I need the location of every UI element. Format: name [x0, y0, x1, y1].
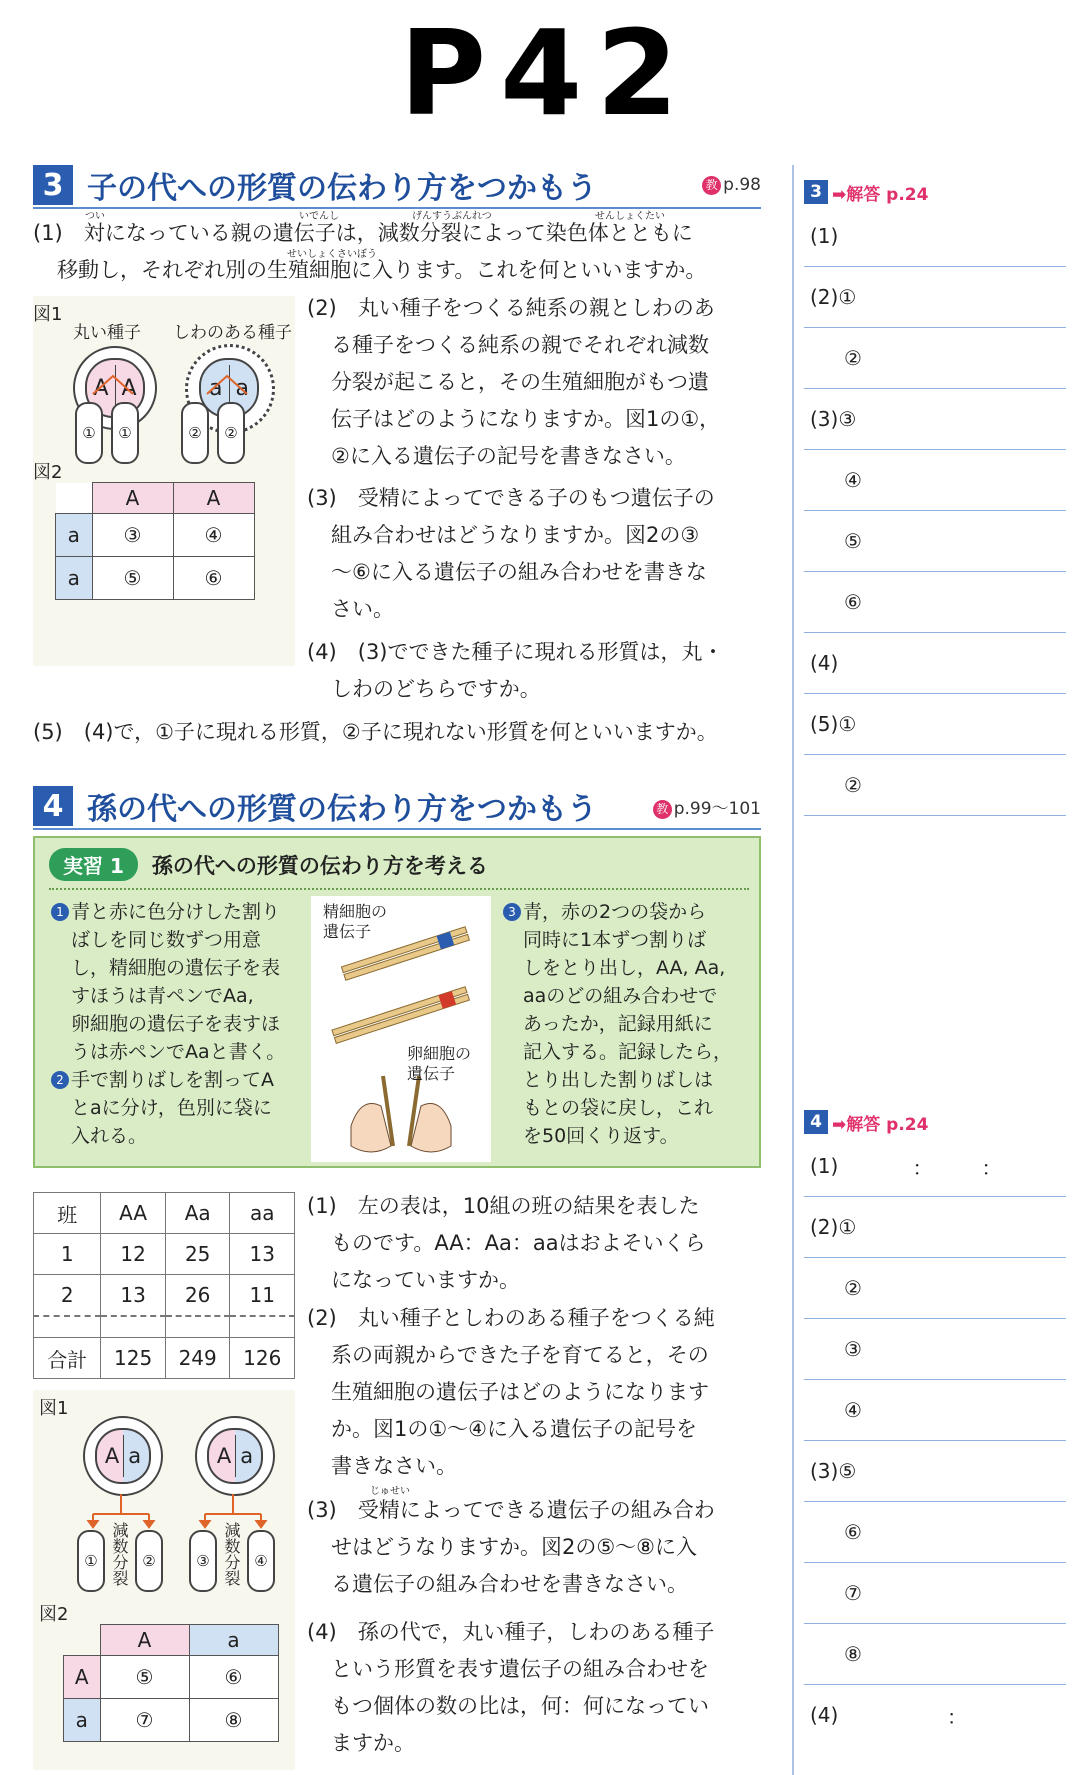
table-gap-row	[34, 1316, 295, 1338]
s3-figure-box	[33, 296, 295, 666]
textbook-ref: 教 p.98	[702, 175, 761, 195]
results-table	[33, 1192, 295, 1379]
q1-line-2: 移動し，それぞれ別の生殖細胞に入ります。これを何といいますか。	[57, 258, 707, 282]
punnett-cell: ⑥	[173, 557, 254, 600]
answer-field-5-2[interactable]: ②	[804, 755, 1066, 816]
row-header: a	[56, 514, 93, 557]
s4-question-3: (3) 受精によってできる遺伝子の組み合わ せはどうなりますか。図2の⑤〜⑧に入 る遺伝子の組み合わせを書きなさい。	[307, 1498, 715, 1596]
fig2-label: 図2	[39, 1604, 69, 1625]
row-header: A	[64, 1656, 101, 1699]
fig1-label: 図1	[39, 1398, 69, 1419]
answer-field-2-1[interactable]: (2)①	[804, 267, 1066, 328]
answer-field-2-4[interactable]: ④	[804, 1380, 1066, 1441]
step-1: 1 青と赤に色分けした割り ばしを同じ数ずつ用意 し，精細胞の遺伝子を表 すほうは青ペンでAa, 卵細胞の遺伝子を表すほ うは赤ペンでAaと書く。 2 手で割りばしを割ってA とaに分け，色別に袋に 入れる。	[51, 898, 305, 1150]
answer-field-2-3[interactable]: ③	[804, 1319, 1066, 1380]
section-number: 3	[33, 165, 73, 205]
ruby-tsui: つい	[85, 211, 105, 222]
s4-question-1: (1) 左の表は，10組の班の結果を表した ものです。AA：Aa：aaはおよそいくら になっていますか。	[307, 1194, 706, 1292]
answer-field-1[interactable]: (1) ： ：	[804, 1136, 1066, 1197]
sperm-gene-label: 精細胞の 遺伝子	[323, 902, 388, 941]
ruby-jusei: じゅせい	[370, 1486, 410, 1497]
gamete-2a: ②	[181, 402, 209, 464]
experiment-box	[33, 836, 761, 1168]
chopsticks-drawing	[311, 896, 491, 1162]
section-number: 4	[33, 786, 73, 826]
answer-column-divider	[792, 165, 794, 1775]
answer-field-2-2[interactable]: ②	[804, 1258, 1066, 1319]
answer-field-1[interactable]: (1)	[804, 206, 1066, 267]
section-4-header	[33, 784, 761, 830]
answer-field-2-2[interactable]: ②	[804, 328, 1066, 389]
table-row: 2 13 26 11	[34, 1275, 295, 1317]
gamete-3: ③	[189, 1530, 217, 1592]
ruby-senshokutai: せんしょくたい	[595, 211, 665, 222]
s3-question-3: (3) 受精によってできる子のもつ遺伝子の 組み合わせはどうなりますか。図2の③ 〜⑥に入る遺伝子の組み合わせを書きな さい。	[307, 486, 715, 621]
experiment-header	[49, 848, 488, 881]
gamete-1b: ①	[111, 402, 139, 464]
punnett-cell: ⑤	[100, 1656, 189, 1699]
s4-question-2: (2) 丸い種子としわのある種子をつくる純 系の両親からできた子を育てると，その 生殖細胞の遺伝子はどのようになります か。図1の①〜④に入る遺伝子の記号を 書きなさい。	[307, 1306, 715, 1478]
punnett-cell: ⑤	[92, 557, 173, 600]
step-1-bullet: 1	[51, 903, 69, 921]
chromosome-pair-AA: A A	[85, 358, 145, 418]
table-row: 1 12 25 13	[34, 1234, 295, 1275]
chromosome-pair-aa: a a	[199, 358, 259, 418]
col-header: A	[173, 483, 254, 514]
answer-field-4[interactable]: (4) ：	[810, 1703, 967, 1729]
answer-field-3-6[interactable]: ⑥	[804, 1502, 1066, 1563]
gamete-1: ①	[77, 1530, 105, 1592]
answer-field-5-1[interactable]: (5)①	[804, 694, 1066, 755]
ruby-seishokusaibou: せいしょくさいぼう	[287, 249, 377, 260]
punnett-cell: ⑥	[189, 1656, 278, 1699]
punnett-cell: ⑧	[189, 1699, 278, 1742]
answer-field-3-4[interactable]: ④	[804, 450, 1066, 511]
s3-question-5: (5) (4)で，①子に現れる形質，②子に現れない形質を何といいますか。	[33, 720, 718, 744]
chopsticks-illustration	[311, 896, 491, 1162]
s3-question-1	[33, 215, 773, 289]
gamete-2: ②	[135, 1530, 163, 1592]
egg-gene-label: 卵細胞の 遺伝子	[407, 1044, 472, 1083]
answer-field-3-8[interactable]: ⑧	[804, 1624, 1066, 1685]
gamete-1a: ①	[75, 402, 103, 464]
step-2-bullet: 2	[51, 1071, 69, 1089]
section-title: 子の代への形質の伝わり方をつかもう	[87, 171, 597, 206]
col-header: A	[92, 483, 173, 514]
answer-field-3-5[interactable]: (3)⑤	[804, 1441, 1066, 1502]
experiment-badge: 実習 1	[49, 848, 138, 881]
page-title: P42	[399, 4, 693, 142]
col-header: A	[100, 1625, 189, 1656]
s3-question-2: (2) 丸い種子をつくる純系の親としわのあ る種子をつくる純系の親でそれぞれ減数 分裂が起こると，その生殖細胞がもつ遺 伝子はどのようになりますか。図1の①， ②に入る遺伝子の記号を書きなさい。	[307, 296, 721, 468]
table-header-row: 班 AA Aa aa	[34, 1193, 295, 1234]
row-header: a	[56, 557, 93, 600]
divider	[49, 888, 749, 890]
section-title: 孫の代への形質の伝わり方をつかもう	[87, 792, 597, 827]
s3-question-4: (4) (3)でできた種子に現れる形質は，丸・ しわのどちらですか。	[307, 640, 724, 701]
punnett-cell: ⑦	[100, 1699, 189, 1742]
gamete-4: ④	[247, 1530, 275, 1592]
fig1-label: 図1	[33, 304, 63, 325]
gamete-2b: ②	[217, 402, 245, 464]
textbook-icon: 教	[702, 176, 721, 195]
meiosis-label-1: 減数分裂	[110, 1522, 129, 1586]
punnett-square-s3	[55, 482, 255, 600]
punnett-square-s4	[63, 1624, 279, 1742]
col-header: a	[189, 1625, 278, 1656]
row-header: a	[64, 1699, 101, 1742]
answer-sheet-s3	[804, 178, 1066, 816]
step-3-bullet: 3	[503, 903, 521, 921]
answer-field-3-7[interactable]: ⑦	[804, 1563, 1066, 1624]
chromosome-pair-Aa-2: A a	[207, 1428, 263, 1484]
step-3: 3 青，赤の2つの袋から 同時に1本ずつ割りば しをとり出し，AA, Aa, aaのどの組み合わせで あったか，記録用紙に 記入する。記録したら， とり出した割りばしは もとの袋に戻し，これ を50回くり返す。	[503, 898, 753, 1150]
answer-field-3-3[interactable]: (3)③	[804, 389, 1066, 450]
round-seed-caption: 丸い種子	[73, 323, 141, 343]
fig2-label: 図2	[33, 462, 63, 483]
experiment-title: 孫の代への形質の伝わり方を考える	[151, 853, 488, 878]
s4-figure-box	[33, 1390, 295, 1770]
textbook-ref: 教 p.99〜101	[653, 794, 761, 819]
chromosome-pair-Aa-1: A a	[95, 1428, 151, 1484]
s4-question-4: (4) 孫の代で，丸い種子，しわのある種子 という形質を表す遺伝子の組み合わせを もつ個体の数の比は，何：何になってい ますか。	[307, 1620, 715, 1755]
q1-line-1: (1) 対になっている親の遺伝子は，減数分裂によって染色体とともに	[33, 221, 693, 245]
answer-sheet-s4	[804, 1108, 1066, 1745]
punnett-cell: ③	[92, 514, 173, 557]
textbook-icon: 教	[653, 800, 672, 819]
division-lines	[33, 296, 295, 496]
answer-field-4[interactable]: (4)	[804, 633, 1066, 694]
section-3-header	[33, 163, 761, 209]
table-total-row: 合計 125 249 126	[34, 1338, 295, 1379]
answer-field-3-6[interactable]: ⑥	[804, 572, 1066, 633]
wrinkled-seed-caption: しわのある種子	[173, 323, 292, 343]
ruby-idenshi: いでんし	[299, 211, 339, 222]
ruby-gensubunretsu: げんすうぶんれつ	[412, 211, 492, 222]
meiosis-label-2: 減数分裂	[222, 1522, 241, 1586]
answer-field-3-5[interactable]: ⑤	[804, 511, 1066, 572]
punnett-cell: ④	[173, 514, 254, 557]
answer-header-3: 3 ➡解答 p.24	[804, 178, 1066, 206]
answer-header-4: 4 ➡解答 p.24	[804, 1108, 1066, 1136]
answer-field-2-1[interactable]: (2)①	[804, 1197, 1066, 1258]
